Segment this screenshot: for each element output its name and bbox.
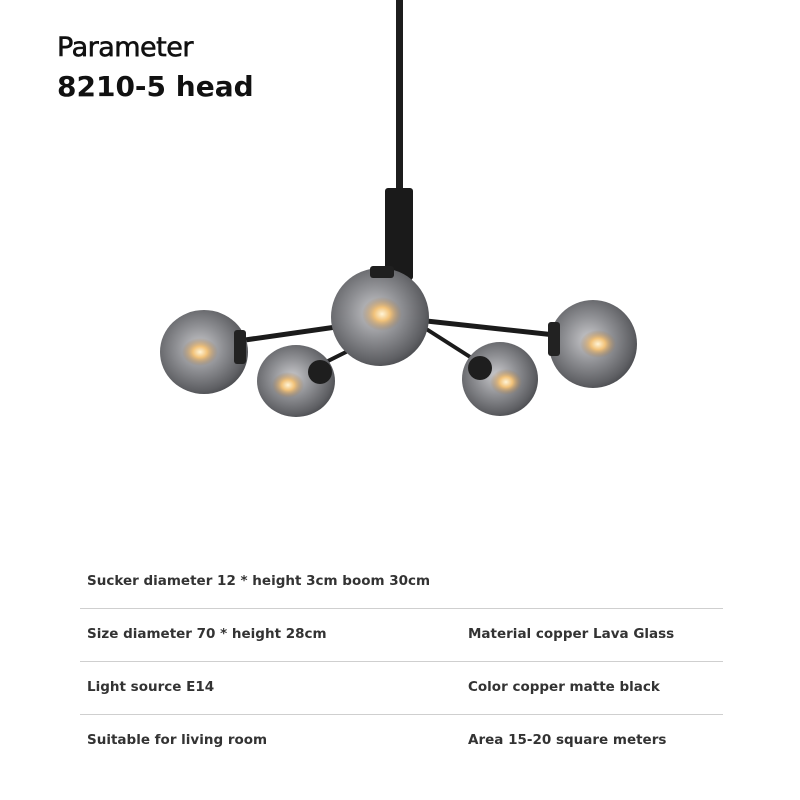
spec-area: Area 15-20 square meters	[468, 732, 667, 748]
spec-suitable-room: Suitable for living room	[87, 732, 268, 748]
spec-row	[80, 556, 723, 609]
spec-row	[80, 609, 723, 662]
spec-color: Color copper matte black	[468, 679, 660, 695]
spec-row	[80, 715, 723, 767]
model-name: 8210-5 head	[57, 70, 254, 103]
spec-row	[80, 662, 723, 715]
page-title: Parameter	[57, 32, 193, 63]
spec-material: Material copper Lava Glass	[468, 626, 675, 642]
spec-table	[80, 556, 723, 767]
spec-size: Size diameter 70 * height 28cm	[87, 626, 327, 642]
spec-light-source: Light source E14	[87, 679, 215, 695]
spec-boom: Sucker diameter 12 * height 3cm boom 30cm	[87, 573, 431, 589]
